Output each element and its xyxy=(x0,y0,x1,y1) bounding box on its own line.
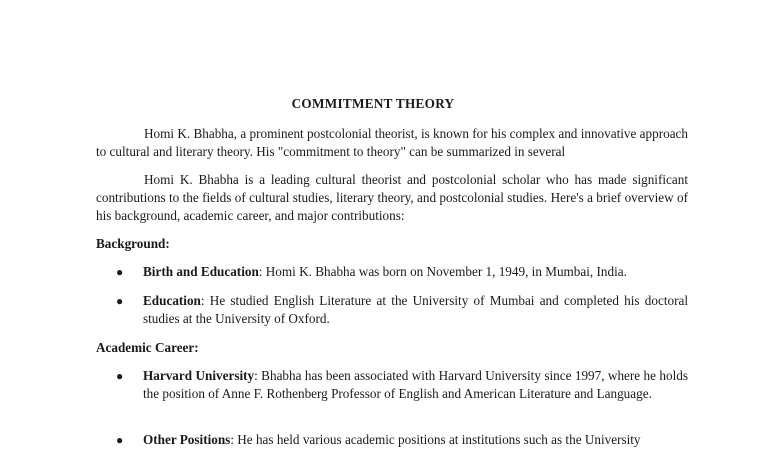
list-item-text: : Homi K. Bhabha was born on November 1, 1949, in Mumbai, India. xyxy=(258,264,627,279)
overview-paragraph: Homi K. Bhabha is a leading cultural theorist and postcolonial scholar who has made significant contributions to the fields of cultural studies, literary theory, and postcolonial studies. Here's a brief overview of his background, academic career, and major contributions: xyxy=(96,172,688,223)
list-item-term: Education xyxy=(143,293,201,308)
list-item-text: : He studied English Literature at the University of Mumbai and completed his doctoral studies at the University of Oxford. xyxy=(143,293,688,326)
list-item-text: : Bhabha has been associated with Harvard University since 1997, where he holds the position of Anne F. Rothenberg Professor of English and American Literature and Language. xyxy=(143,368,688,401)
bullet-icon: ● xyxy=(116,265,124,279)
bullet-icon: ● xyxy=(116,369,124,383)
list-item-term: Birth and Education xyxy=(143,264,259,279)
bullet-icon: ● xyxy=(116,294,124,308)
section-heading-background: Background: xyxy=(96,236,170,251)
bullet-icon: ● xyxy=(116,433,124,447)
document-title: COMMITMENT THEORY xyxy=(291,96,455,111)
list-item-term: Harvard University xyxy=(143,368,255,383)
section-heading-academic-career: Academic Career: xyxy=(96,340,199,355)
intro-paragraph: Homi K. Bhabha, a prominent postcolonial theorist, is known for his complex and innovative approach to cultural and literary theory. His "commitment to theory" can be summarized in several xyxy=(96,126,688,159)
document-page xyxy=(96,0,688,447)
list-item-text: : He has held various academic positions at institutions such as the University xyxy=(230,432,641,447)
list-item-term: Other Positions xyxy=(143,432,231,447)
